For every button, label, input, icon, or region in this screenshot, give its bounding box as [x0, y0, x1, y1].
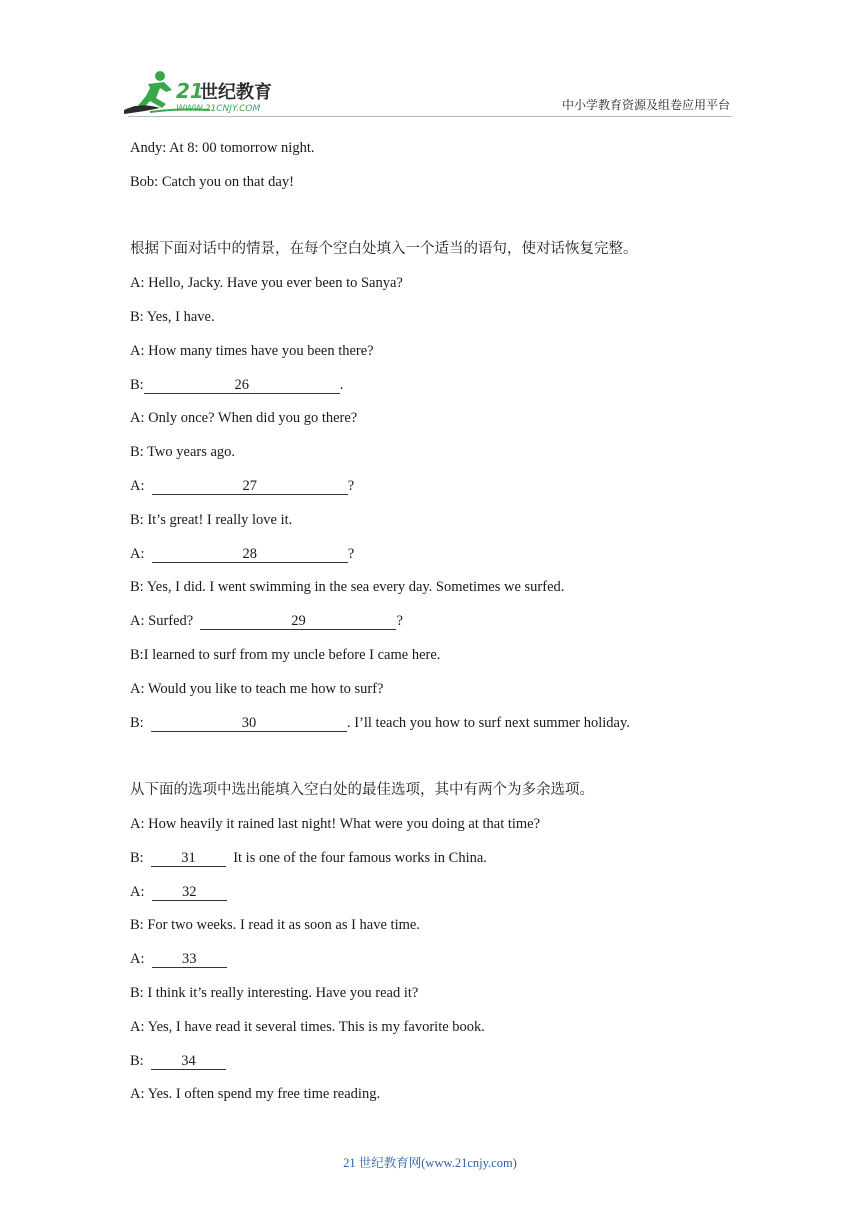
svg-text:WWW.21CNJY.COM: WWW.21CNJY.COM	[176, 104, 261, 114]
dialogue-line: B:I learned to surf from my uncle before I came here.	[130, 646, 441, 663]
dialogue-line: Andy: At 8: 00 tomorrow night.	[130, 140, 315, 156]
dialogue-line: B: Two years ago.	[130, 444, 236, 461]
dialogue-line: A: Hello, Jacky. Have you ever been to Sanya?	[130, 275, 403, 292]
blank-31[interactable]: 31	[151, 850, 226, 867]
dialogue-line: Bob: Catch you on that day!	[130, 173, 294, 190]
runner-logo-icon	[120, 68, 290, 118]
dialogue-line: B: I think it’s really interesting. Have you read it?	[130, 984, 419, 1001]
dialogue-line: A: 27 ?	[130, 477, 355, 494]
dialogue-line: A: 33	[130, 946, 730, 980]
dialogue-line: B: 34	[130, 1048, 730, 1082]
dialogue-line: A: Yes. I often spend my free time reading.	[130, 1086, 381, 1103]
blank-32[interactable]: 32	[152, 884, 227, 901]
document-body	[130, 135, 730, 1115]
dialogue-line: A: Would you like to teach me how to surf?	[130, 680, 384, 697]
dialogue-line: A: How many times have you been there?	[130, 342, 374, 359]
blank-29[interactable]: 29	[200, 613, 396, 630]
dialogue-line: B: It’s great! I really love it.	[130, 511, 293, 528]
dialogue-line: A: Surfed? 29 ?	[130, 613, 403, 630]
blank-33[interactable]: 33	[152, 951, 227, 968]
dialogue-line: B: Yes, I have.	[130, 308, 215, 325]
dialogue-line: B: 26 .	[130, 376, 344, 393]
dialogue-line: A: 32	[130, 879, 730, 913]
section3-instruction: 从下面的选项中选出能填入空白处的最佳选项，其中有两个为多余选项。	[130, 782, 594, 799]
logo	[120, 68, 290, 118]
svg-text:21: 21	[176, 79, 204, 103]
blank-28[interactable]: 28	[152, 546, 348, 563]
dialogue-line: A: How heavily it rained last night! What were you doing at that time?	[130, 815, 541, 832]
footer-link[interactable]: 21 世纪教育网(www.21cnjy.com)	[343, 1156, 517, 1170]
dialogue-line: A: Only once? When did you go there?	[130, 410, 358, 427]
dialogue-line: B: 31 It is one of the four famous works in China.	[130, 849, 487, 866]
svg-text:世纪教育: 世纪教育	[200, 82, 272, 103]
dialogue-line: B: Yes, I did. I went swimming in the sea every day. Sometimes we surfed.	[130, 579, 565, 596]
dialogue-line: B: 30 . I’ll teach you how to surf next summer holiday.	[130, 714, 630, 731]
dialogue-line: A: 28 ?	[130, 545, 355, 562]
dialogue-line: A: Yes, I have read it several times. This is my favorite book.	[130, 1018, 485, 1035]
page-header	[0, 0, 860, 120]
blank-34[interactable]: 34	[151, 1053, 226, 1070]
blank-30[interactable]: 30	[151, 715, 347, 732]
platform-title: 中小学教育资源及组卷应用平台	[561, 98, 730, 112]
blank-27[interactable]: 27	[152, 478, 348, 495]
blank-26[interactable]: 26	[144, 377, 340, 394]
section2-instruction: 根据下面对话中的情景，在每个空白处填入一个适当的语句，使对话恢复完整。	[130, 241, 638, 258]
dialogue-line: B: For two weeks. I read it as soon as I have time.	[130, 917, 420, 934]
header-divider	[128, 116, 732, 117]
